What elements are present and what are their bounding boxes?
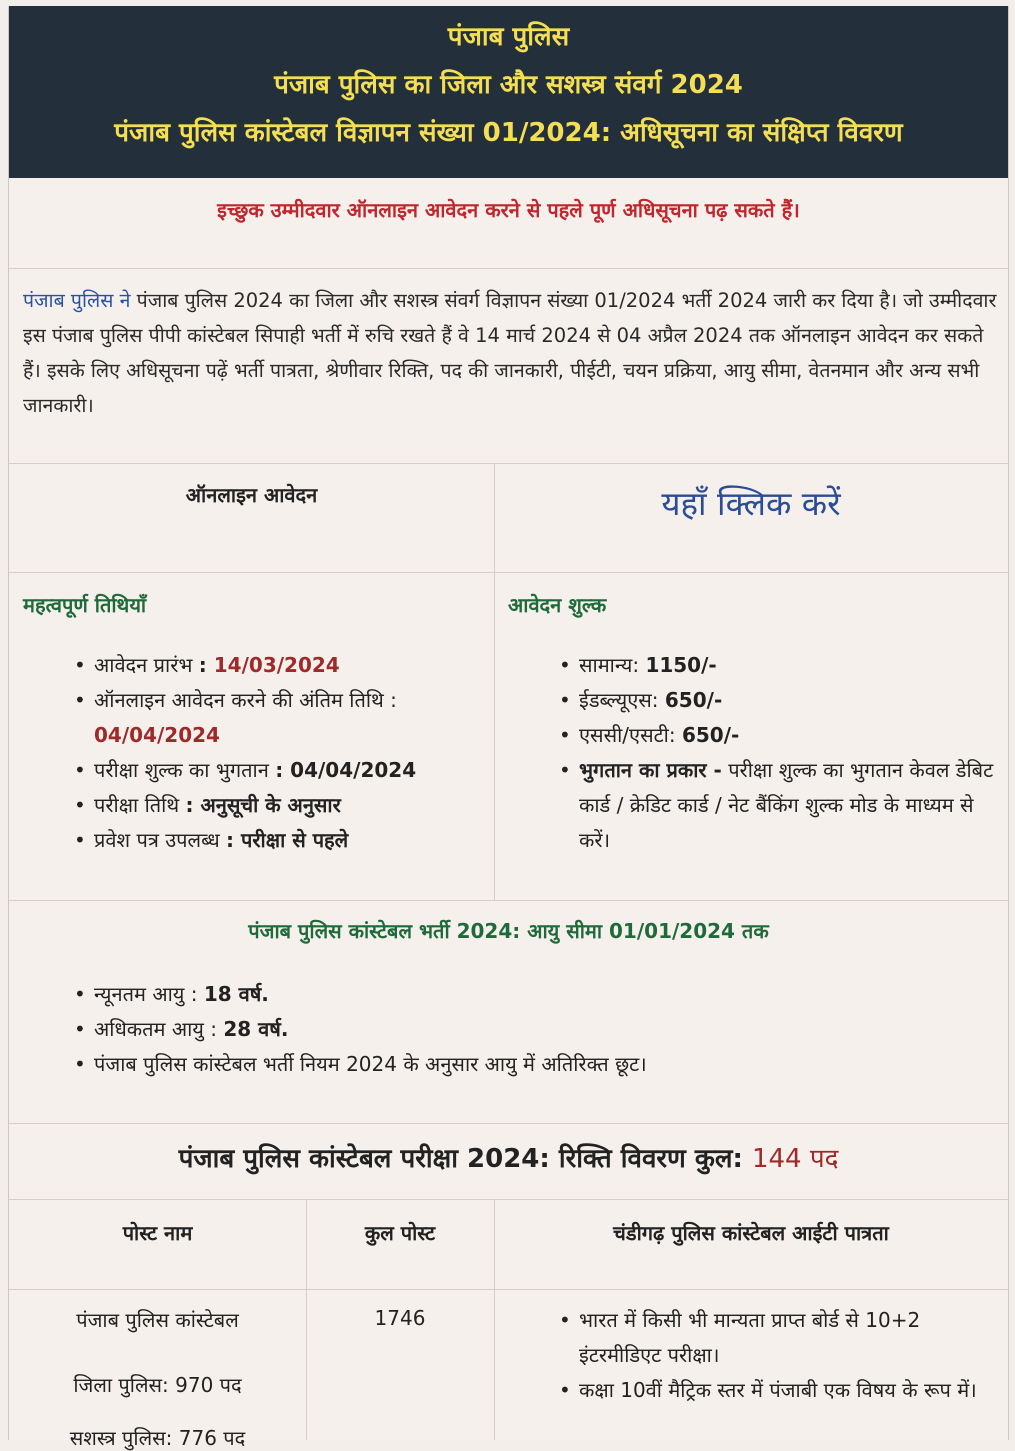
apply-online-label: ऑनलाइन आवेदन [185, 483, 318, 507]
list-item: • आवेदन प्रारंभ : 14/03/2024 [94, 648, 484, 683]
list-item: • ऑनलाइन आवेदन करने की अंतिम तिथि : 04/04/2024 [94, 683, 484, 753]
age-limit-list [94, 977, 994, 1082]
list-item: • एससी/एसटी: 650/- [579, 718, 997, 753]
application-fee-title: आवेदन शुल्क [508, 593, 607, 617]
header-subtitle: पंजाब पुलिस का जिला और सशस्त्र संवर्ग 2024 [274, 70, 743, 100]
content-frame [8, 6, 1009, 1450]
table-header-post-name: पोस्ट नाम [122, 1221, 193, 1245]
intro-text: पंजाब पुलिस 2024 का जिला और सशस्त्र संवर्ग विज्ञापन संख्या 01/2024 भर्ती 2024 जारी कर दिया है। जो उम्मीदवार इस पंजाब पुलिस पीपी कांस्टेबल सिपाही भर्ती में रुचि रखते हैं वे 14 मार्च 2024 से 04 अप्रैल 2024 तक ऑनलाइन आवेदन कर सकते हैं। इसके लिए अधिसूचना पढ़ें भर्ती पात्रता, श्रेणीवार रिक्ति, पद की जानकारी, पीईटी, चयन प्रक्रिया, आयु सीमा, वेतनमान और अन्य सभी जानकारी। [23, 289, 997, 417]
notice-text: इच्छुक उम्मीदवार ऑनलाइन आवेदन करने से पहले पूर्ण अधिसूचना पढ़ सकते हैं। [217, 198, 800, 222]
list-item: • न्यूनतम आयु : 18 वर्ष. [94, 977, 994, 1012]
intro-link[interactable]: पंजाब पुलिस ने [23, 289, 131, 312]
list-item: • ईडब्ल्यूएस: 650/- [579, 683, 997, 718]
age-limit-title: पंजाब पुलिस कांस्टेबल भर्ती 2024: आयु सीमा 01/01/2024 तक [248, 919, 769, 943]
list-item: • परीक्षा तिथि : अनुसूची के अनुसार [94, 788, 484, 823]
post-name-cell: पंजाब पुलिस कांस्टेबल [76, 1308, 239, 1332]
divider [9, 1289, 1008, 1290]
list-item: • कक्षा 10वीं मैट्रिक स्तर में पंजाबी एक विषय के रूप में। [579, 1373, 999, 1408]
important-dates-list [94, 648, 484, 858]
list-item: • भुगतान का प्रकार - परीक्षा शुल्क का भुगतान केवल डेबिट कार्ड / क्रेडिट कार्ड / नेट बैंकिंग शुल्क मोड के माध्यम से करें। [579, 753, 997, 858]
important-dates-title: महत्वपूर्ण तिथियाँ [23, 593, 147, 617]
list-item: • सामान्य: 1150/- [579, 648, 997, 683]
column-divider [494, 463, 495, 900]
divider [9, 572, 1008, 573]
total-posts-cell: 1746 [374, 1306, 426, 1330]
armed-police-cell: सशस्त्र पुलिस: 776 पद [69, 1426, 246, 1450]
list-item: • प्रवेश पत्र उपलब्ध : परीक्षा से पहले [94, 823, 484, 858]
list-item: • भारत में किसी भी मान्यता प्राप्त बोर्ड से 10+2 इंटरमीडिएट परीक्षा। [579, 1303, 999, 1373]
list-item: • परीक्षा शुल्क का भुगतान : 04/04/2024 [94, 753, 484, 788]
vacancy-title: पंजाब पुलिस कांस्टेबल परीक्षा 2024: रिक्ति विवरण कुल: 144 पद [178, 1144, 839, 1174]
list-item: • अधिकतम आयु : 28 वर्ष. [94, 1012, 994, 1047]
intro-paragraph [23, 283, 998, 423]
application-fee-list [579, 648, 997, 858]
district-police-cell: जिला पुलिस: 970 पद [73, 1373, 242, 1397]
divider [9, 900, 1008, 901]
divider [9, 268, 1008, 269]
click-here-link[interactable]: यहाँ क्लिक करें [661, 484, 841, 523]
divider [9, 1199, 1008, 1200]
list-item: • पंजाब पुलिस कांस्टेबल भर्ती नियम 2024 के अनुसार आयु में अतिरिक्त छूट। [94, 1047, 994, 1082]
table-header-total-posts: कुल पोस्ट [364, 1221, 436, 1245]
vacancy-total: 144 पद [751, 1144, 839, 1174]
header-advertisement: पंजाब पुलिस कांस्टेबल विज्ञापन संख्या 01/2024: अधिसूचना का संक्षिप्त विवरण [114, 118, 903, 148]
divider [9, 463, 1008, 464]
table-header-eligibility: चंडीगढ़ पुलिस कांस्टेबल आईटी पात्रता [613, 1221, 889, 1245]
eligibility-list [579, 1303, 999, 1408]
header-title: पंजाब पुलिस [447, 22, 570, 52]
page-header [9, 6, 1008, 178]
divider [9, 1123, 1008, 1124]
